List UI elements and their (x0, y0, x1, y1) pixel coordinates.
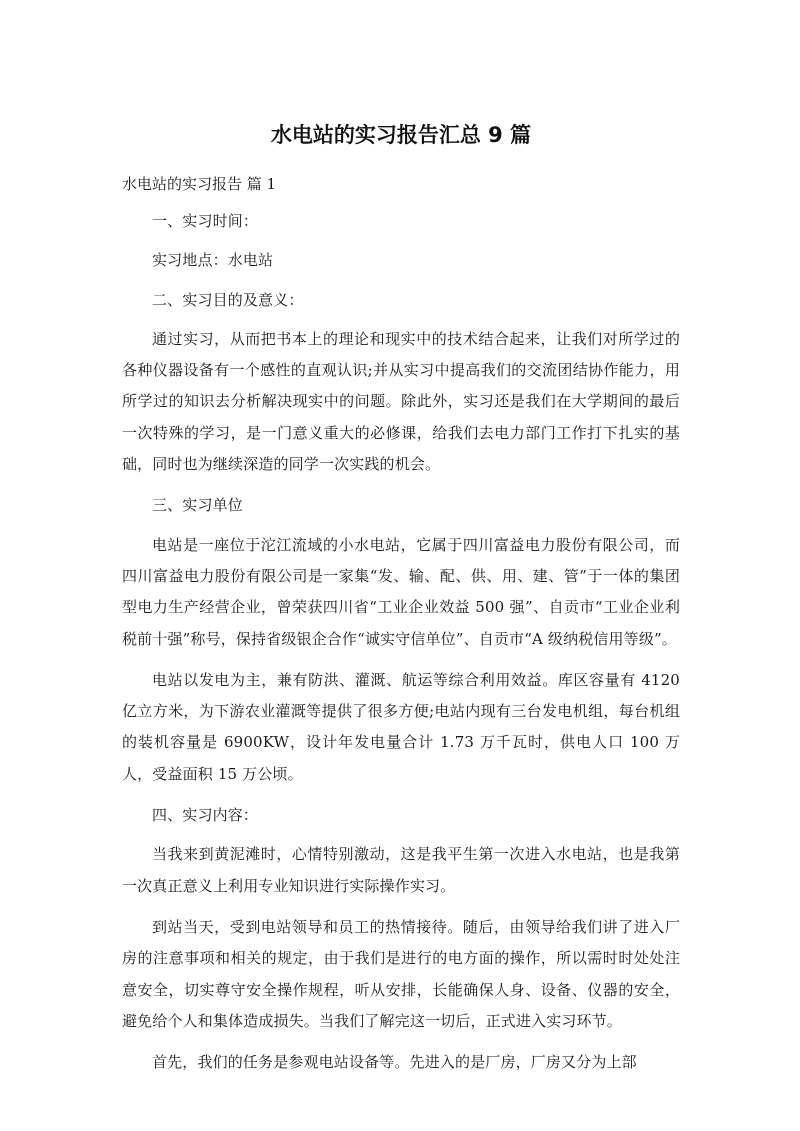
paragraph-purpose-heading: 二、实习目的及意义： (152, 290, 304, 309)
paragraph-unit-heading: 三、实习单位 (152, 496, 243, 515)
paragraph-unit-body: 电站是一座位于沱江流域的小水电站，它属于四川富益电力股份有限公司，而四川富益电力股份有限公司是一家集“发、输、配、供、用、建、管”于一体的集团型电力生产经营企业，曾荣获四川省“工业企业效益 500 强”、自贡市“工业企业利税前十强”称号，保持省级银企合作“诚实守信单位”、自贡市“A 级纳税信用等级”。 (122, 535, 680, 648)
paragraph-arrival: 当我来到黄泥滩时，心情特别激动，这是我平生第一次进入水电站，也是我第一次真正意义上利用专业知识进行实际操作实习。 (122, 845, 680, 895)
paragraph-internship-time: 一、实习时间： (152, 212, 259, 230)
paragraph-purpose-body: 通过实习，从而把书本上的理论和现实中的技术结合起来，让我们对所学过的各种仪器设备有一个感性的直观认识;并从实习中提高我们的交流团结协作能力，用所学过的知识去分析解决现实中的问题。除此外，实习还是我们在大学期间的最后一次特殊的学习，是一门意义重大的必修课，给我们去电力部门工作打下扎实的基础，同时也为继续深造的同学一次实践的机会。 (122, 329, 680, 474)
paragraph-safety: 到站当天，受到电站领导和员工的热情接待。随后，由领导给我们讲了进入厂房的注意事项和相关的规定，由于我们是进行的电方面的操作，所以需时时处处注意安全，切实尊守安全操作规程，听从安排，长能确保人身、设备、仪器的安全，避免给个人和集体造成损失。当我们了解完这一切后，正式进入实习环节。 (122, 917, 680, 1030)
paragraph-first-task: 首先，我们的任务是参观电站设备等。先进入的是厂房，厂房又分为上部 (152, 1053, 637, 1072)
document-title: 水电站的实习报告汇总 9 篇 (270, 123, 532, 147)
paragraph-internship-location: 实习地点：水电站 (152, 251, 274, 270)
paragraph-content-heading: 四、实习内容： (152, 806, 259, 825)
report-subtitle: 水电站的实习报告 篇 1 (122, 175, 277, 193)
paragraph-station-details: 电站以发电为主，兼有防洪、灌溉、航运等综合利用效益。库区容量有 4120 亿立方米，为下游农业灌溉等提供了很多方便;电站内现有三台发电机组，每台机组的装机容量是 6900KW，设计年发电量合计 1.73 万千瓦时，供电人口 100 万人，受益面积 15 万公顷。 (122, 670, 680, 783)
